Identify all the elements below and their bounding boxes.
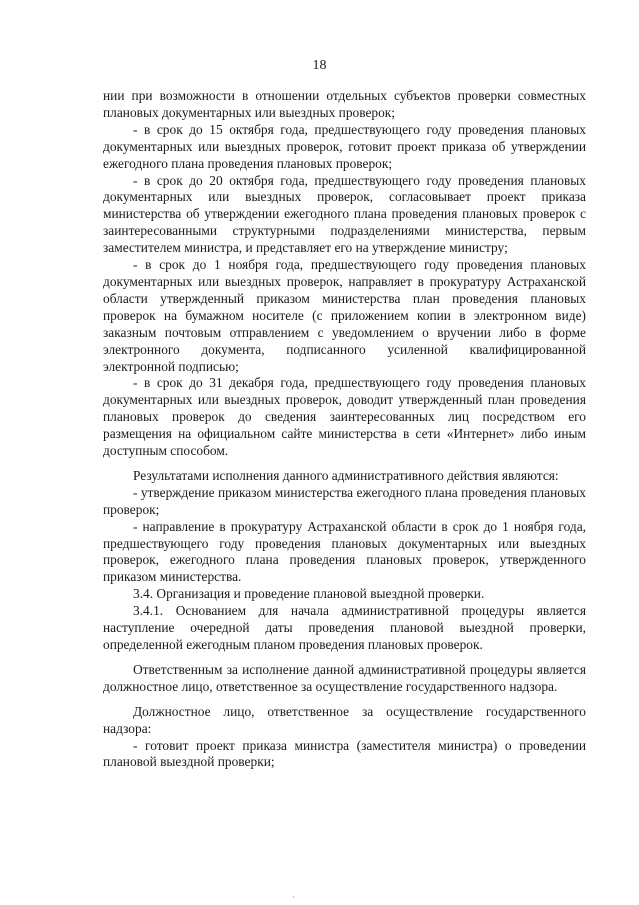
section-3-4-heading: 3.4. Организация и проведение плановой выездной проверки. (133, 586, 485, 602)
paragraph-3-4-1: 3.4.1. Основанием для начала административной процедуры является наступление очередной даты проведения плановой выездной проверки, определенной ежегодным планом проведения плановых проверок. (103, 603, 586, 652)
paragraph-responsible: Ответственным за исполнение данной административной процедуры является должностное лицо, ответственное за осуществление государственного надзора. (103, 661, 586, 694)
paragraph-oct15: - в срок до 15 октября года, предшествующего году проведения плановых документарных или выездных проверок, готовит проект приказа об утверждении ежегодного плана проведения плановых проверок; (103, 121, 586, 171)
paragraph-continuation: нии при возможности в отношении отдельных субъектов проверки совместных плановых документарных или выездных проверок; (103, 88, 586, 120)
document-body (103, 88, 586, 771)
page-number: 18 (312, 58, 327, 73)
scan-speck: · (292, 893, 295, 902)
paragraph-oct20: - в срок до 20 октября года, предшествующего году проведения плановых документарных или выездных проверок, согласовывает проект приказа министерства об утверждении ежегодного плана проведения плановых проверок с заинтересованными структурными подразделениями министерства, первым заместителем министра, и представляет его на утверждение министру; (103, 172, 586, 256)
paragraph-prepare-order: - готовит проект приказа министра (заместителя министра) о проведении плановой выездной проверки; (103, 737, 586, 770)
paragraph-results: Результатами исполнения данного административного действия являются: (133, 467, 559, 483)
paragraph-official: Должностное лицо, ответственное за осуществление государственного надзора: (103, 703, 586, 736)
paragraph-result-approval: - утверждение приказом министерства ежегодного плана проведения плановых проверок; (103, 484, 586, 517)
paragraph-dec31: - в срок до 31 декабря года, предшествующего году проведения плановых документарных или выездных проверок, доводит утвержденный план проведения плановых проверок до сведения заинтересованных лиц посредством его размещения на официальном сайте министерства в сети «Интернет» либо иным доступным способом. (103, 375, 586, 459)
paragraph-nov1: - в срок до 1 ноября года, предшествующего году проведения плановых документарных или выездных проверок, направляет в прокуратуру Астраханской области утвержденный приказом министерства план проведения плановых проверок на бумажном носителе (с приложением копии в электронном виде) заказным почтовым отправлением с уведомлением о вручении либо в форме электронного документа, подписанного усиленной квалифицированной электронной подписью; (103, 257, 586, 374)
paragraph-result-submission: - направление в прокуратуру Астраханской области в срок до 1 ноября года, предшествующего году проведения плановых документарных или выездных проверок, ежегодного плана проведения плановых проверок, утвержденного приказом министерства. (103, 518, 586, 585)
